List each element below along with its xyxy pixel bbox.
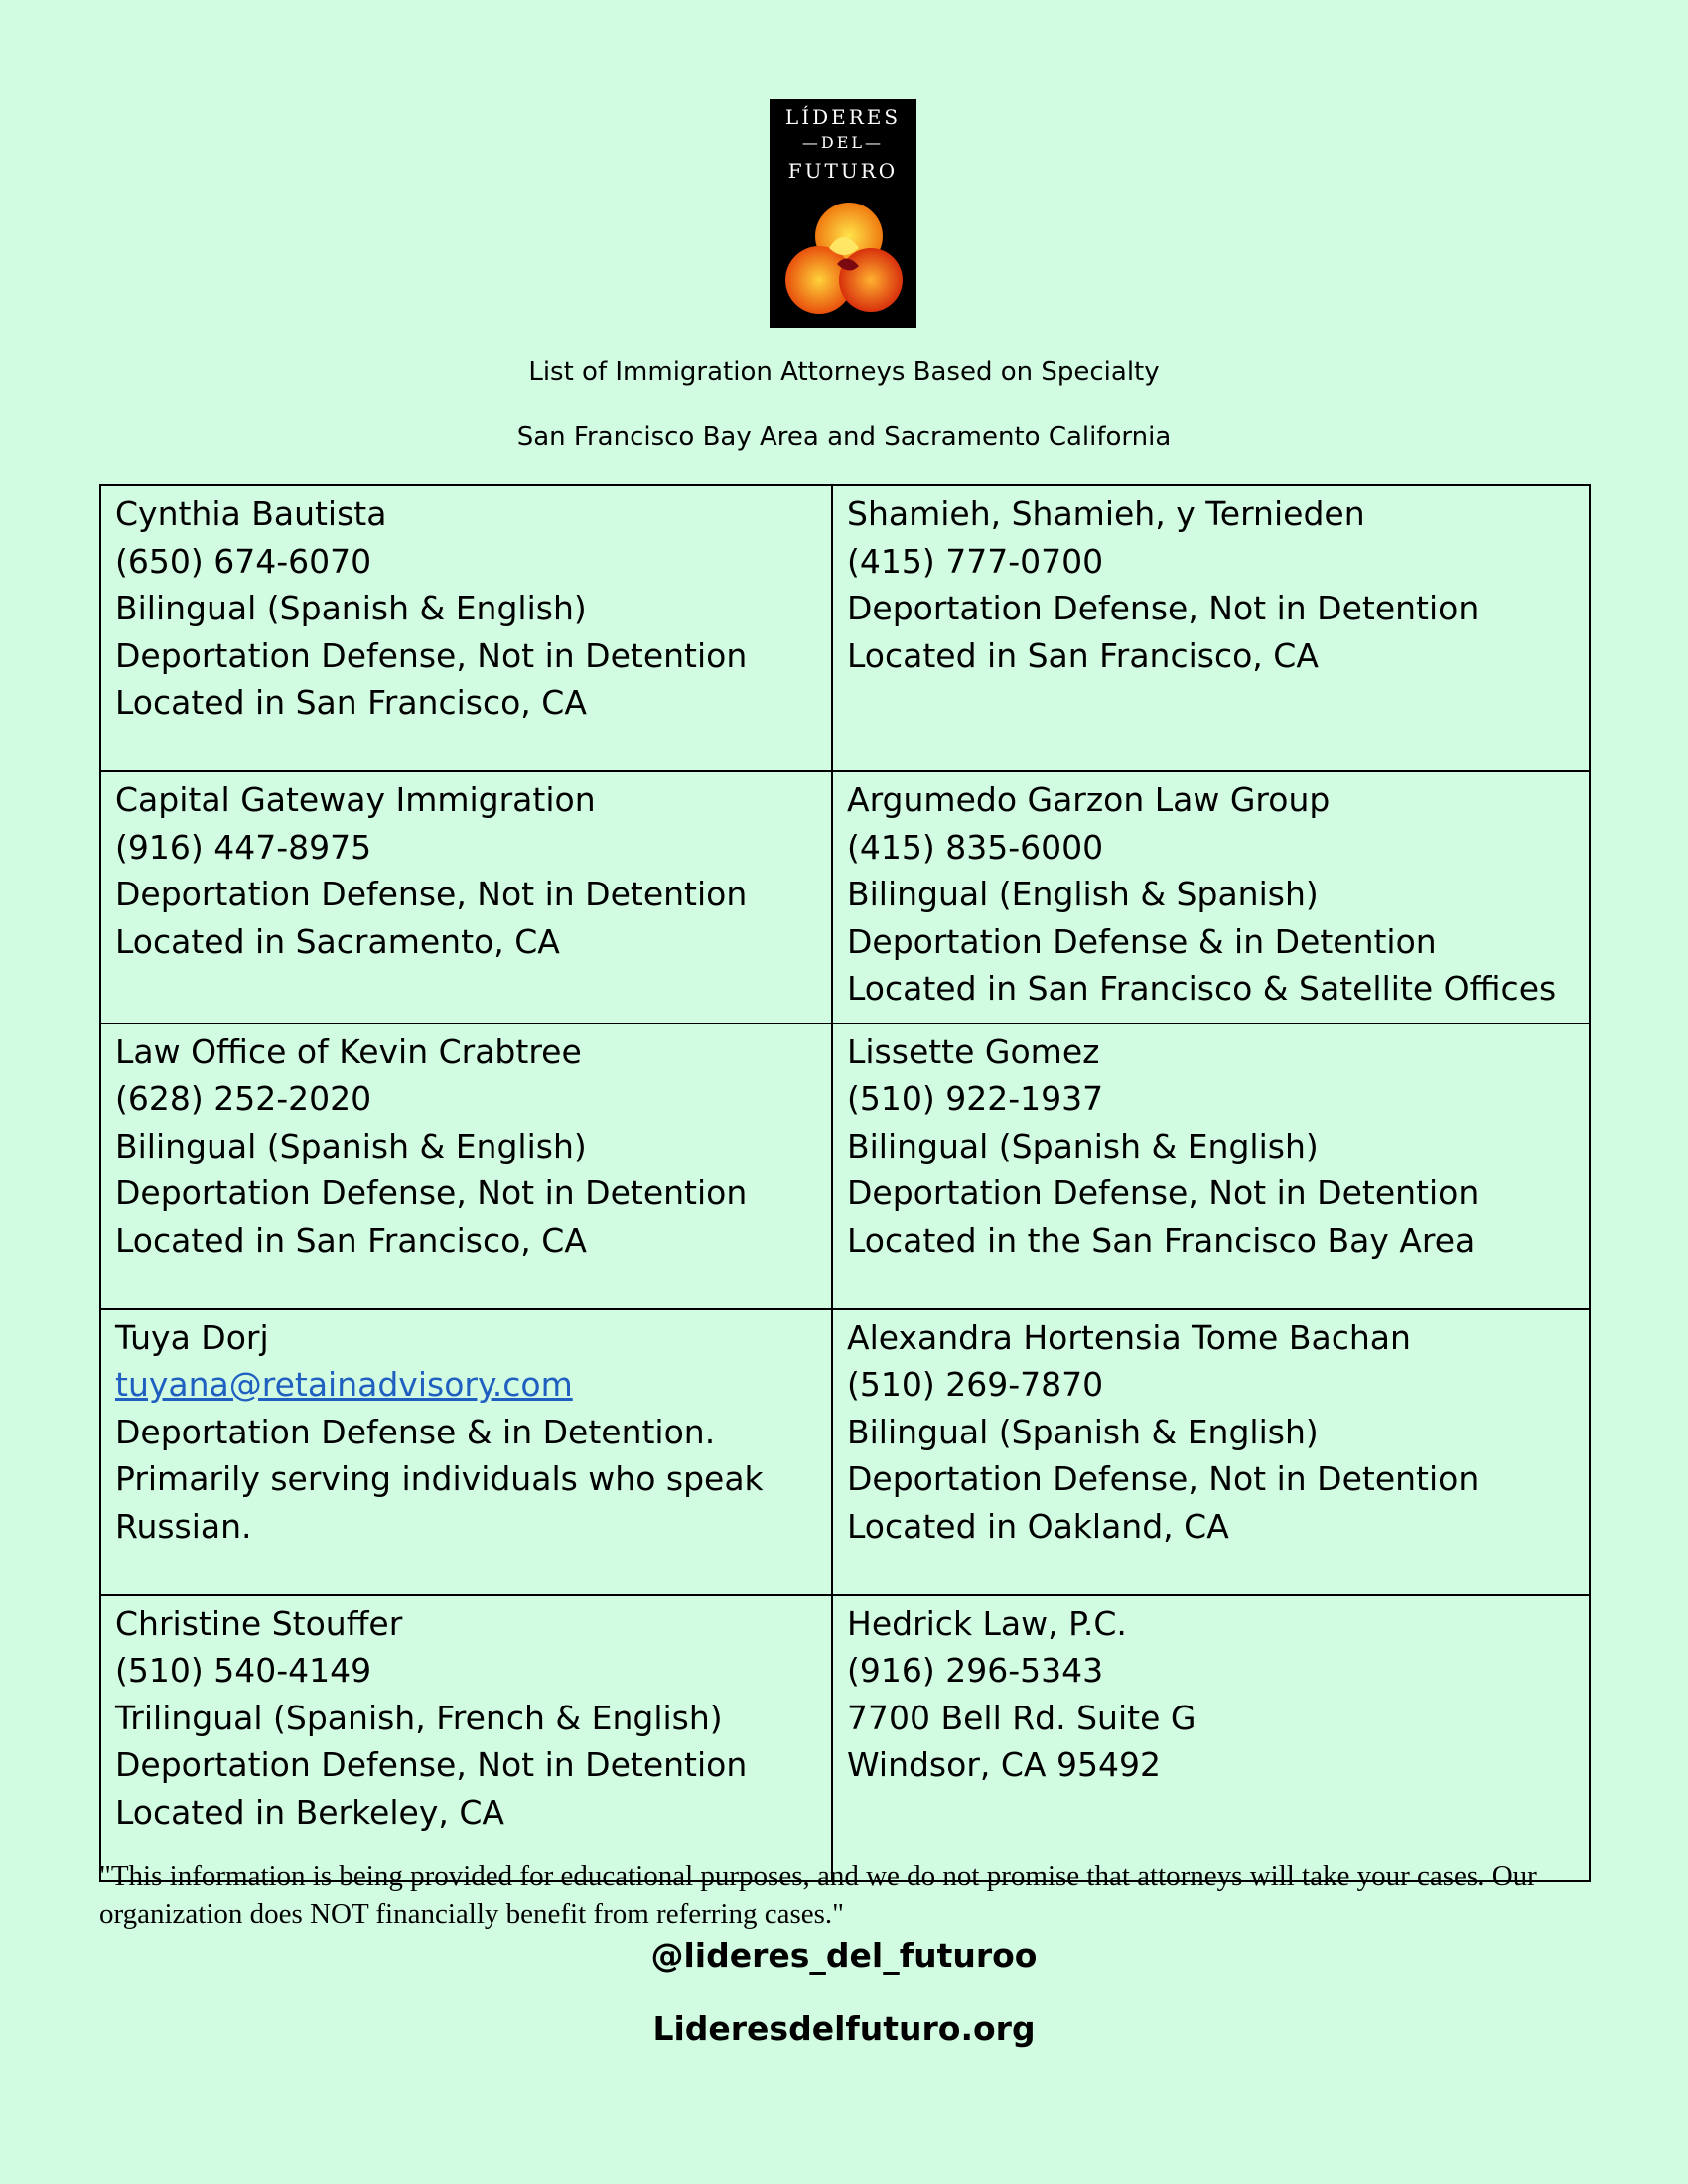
attorney-phone: (510) 540-4149 bbox=[115, 1651, 372, 1690]
attorney-location: Located in San Francisco, CA bbox=[847, 635, 1319, 675]
attorney-specialty: Deportation Defense & in Detention bbox=[847, 921, 1437, 961]
attorney-phone: (415) 835-6000 bbox=[847, 827, 1104, 867]
attorney-email-row bbox=[115, 1361, 817, 1409]
attorney-notes: Primarily serving individuals who speak Russian. bbox=[115, 1459, 764, 1546]
logo-emblem-icon bbox=[777, 197, 909, 320]
attorney-cell bbox=[100, 1024, 832, 1309]
attorney-name: Lissette Gomez bbox=[847, 1031, 1100, 1071]
table-row bbox=[100, 1595, 1590, 1881]
attorney-language: Bilingual (English & Spanish) bbox=[847, 875, 1319, 913]
logo-text-line-3: FUTURO bbox=[787, 159, 899, 183]
table-row bbox=[100, 485, 1590, 771]
attorney-cell bbox=[832, 771, 1590, 1024]
attorney-specialty: Deportation Defense, Not in Detention bbox=[847, 589, 1479, 627]
attorney-table bbox=[99, 484, 1591, 1882]
attorney-language: Bilingual (Spanish & English) bbox=[847, 1412, 1319, 1451]
attorney-name: Capital Gateway Immigration bbox=[115, 780, 596, 819]
website-url: Lideresdelfuturo.org bbox=[652, 2009, 1036, 2048]
attorney-phone: (650) 674-6070 bbox=[115, 541, 372, 581]
attorney-cell bbox=[832, 485, 1590, 771]
disclaimer-text: "This information is being provided for educational purposes, and we do not promise that attorneys will take your cases. Our organization does NOT financially benefit from referring cases." bbox=[99, 1860, 1537, 1930]
attorney-name: Law Office of Kevin Crabtree bbox=[115, 1031, 582, 1071]
attorney-language: Bilingual (Spanish & English) bbox=[847, 1126, 1319, 1165]
attorney-location: Located in Oakland, CA bbox=[847, 1506, 1229, 1546]
attorney-cell bbox=[100, 1309, 832, 1595]
attorney-name: Hedrick Law, P.C. bbox=[847, 1603, 1127, 1643]
attorney-cell bbox=[832, 1024, 1590, 1309]
table-row bbox=[100, 771, 1590, 1024]
attorney-name: Alexandra Hortensia Tome Bachan bbox=[847, 1317, 1411, 1357]
attorney-phone: (415) 777-0700 bbox=[847, 541, 1104, 581]
attorney-phone: (510) 269-7870 bbox=[847, 1365, 1104, 1404]
attorney-phone: (916) 447-8975 bbox=[115, 827, 372, 867]
table-row bbox=[100, 1309, 1590, 1595]
attorney-city: Windsor, CA 95492 bbox=[847, 1745, 1161, 1784]
attorney-name: Christine Stouffer bbox=[115, 1603, 403, 1643]
attorney-phone: (628) 252-2020 bbox=[115, 1079, 372, 1118]
attorney-location: Located in the San Francisco Bay Area bbox=[847, 1220, 1476, 1260]
attorney-phone: (510) 922-1937 bbox=[847, 1079, 1104, 1118]
attorney-phone: (916) 296-5343 bbox=[847, 1651, 1104, 1690]
logo-text-line-2: —DEL— bbox=[801, 133, 885, 152]
attorney-cell bbox=[832, 1309, 1590, 1595]
attorney-specialty: Deportation Defense & in Detention. bbox=[115, 1412, 716, 1451]
attorney-location: Located in San Francisco, CA bbox=[115, 683, 587, 722]
attorney-location: Located in San Francisco & Satellite Offices bbox=[847, 969, 1557, 1008]
attorney-language: Trilingual (Spanish, French & English) bbox=[115, 1698, 723, 1737]
attorney-specialty: Deportation Defense, Not in Detention bbox=[115, 1173, 748, 1212]
logo-text-line-1: LÍDERES bbox=[784, 105, 902, 129]
attorney-specialty: Deportation Defense, Not in Detention bbox=[847, 1459, 1479, 1498]
page-title: List of Immigration Attorneys Based on Specialty bbox=[528, 357, 1160, 387]
attorney-name: Argumedo Garzon Law Group bbox=[847, 780, 1331, 819]
attorney-specialty: Deportation Defense, Not in Detention bbox=[115, 635, 748, 675]
table-row bbox=[100, 1024, 1590, 1309]
attorney-cell bbox=[832, 1595, 1590, 1881]
attorney-email-link[interactable]: tuyana@retainadvisory.com bbox=[115, 1365, 573, 1404]
attorney-cell bbox=[100, 485, 832, 771]
page-subtitle: San Francisco Bay Area and Sacramento California bbox=[516, 422, 1172, 452]
attorney-language: Bilingual (Spanish & English) bbox=[115, 1126, 587, 1165]
attorney-location: Located in Berkeley, CA bbox=[115, 1792, 504, 1832]
social-handle: @lideres_del_futuroo bbox=[650, 1936, 1038, 1975]
attorney-name: Tuya Dorj bbox=[115, 1317, 269, 1357]
attorney-specialty: Deportation Defense, Not in Detention bbox=[115, 875, 748, 913]
attorney-name: Cynthia Bautista bbox=[115, 494, 387, 533]
attorney-location: Located in Sacramento, CA bbox=[115, 921, 560, 961]
attorney-name: Shamieh, Shamieh, y Ternieden bbox=[847, 494, 1365, 533]
attorney-specialty: Deportation Defense, Not in Detention bbox=[847, 1173, 1479, 1212]
attorney-cell bbox=[100, 1595, 832, 1881]
attorney-language: Bilingual (Spanish & English) bbox=[115, 589, 587, 627]
attorney-location: Located in San Francisco, CA bbox=[115, 1220, 587, 1260]
attorney-specialty: Deportation Defense, Not in Detention bbox=[115, 1745, 748, 1784]
logo bbox=[770, 99, 916, 328]
attorney-address: 7700 Bell Rd. Suite G bbox=[847, 1698, 1196, 1737]
attorney-cell bbox=[100, 771, 832, 1024]
